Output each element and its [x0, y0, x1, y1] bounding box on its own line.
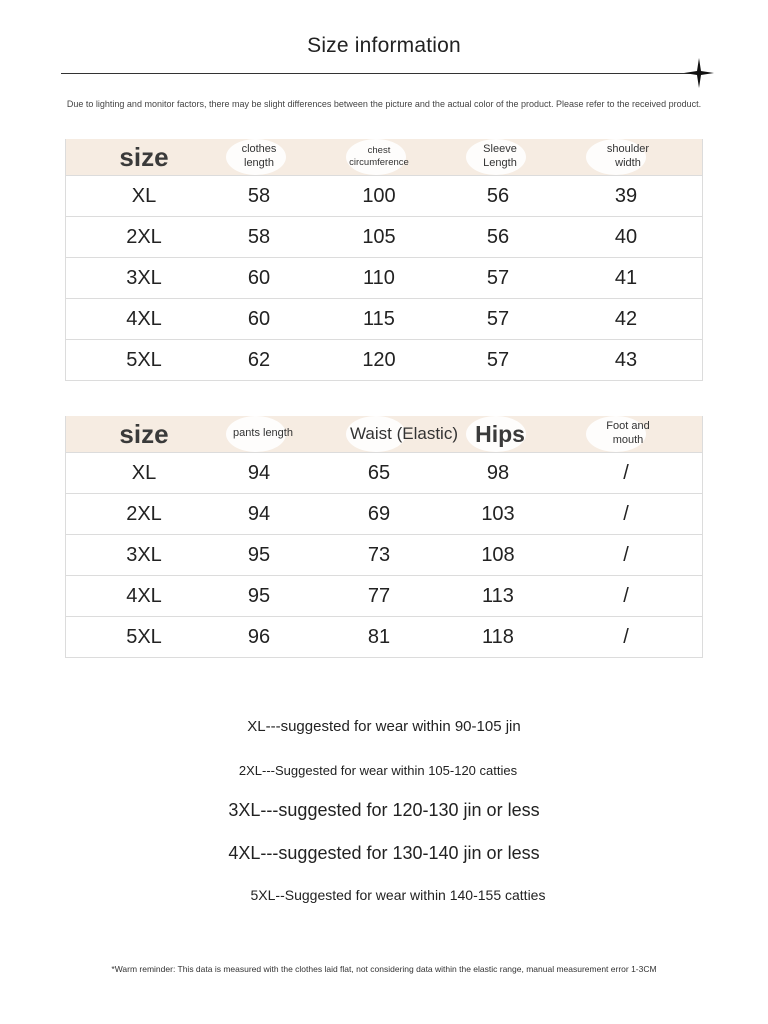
table-cell: 81 — [367, 625, 391, 648]
table-row — [66, 175, 702, 216]
table-cell: 108 — [481, 543, 515, 566]
color-disclaimer: Due to lighting and monitor factors, there may be slight differences between the picture and the actual color of the product. Please refer to the received product. — [66, 99, 702, 109]
table-row — [66, 493, 702, 534]
suggestion-4xl: 4XL---suggested for 130-140 jin or less — [228, 843, 540, 863]
table-cell: 42 — [614, 307, 638, 330]
table-cell: 94 — [247, 502, 271, 525]
table-cell: / — [623, 502, 629, 525]
size-cell: 5XL — [126, 625, 162, 648]
size-cell: 2XL — [126, 502, 162, 525]
table-cell: 58 — [247, 225, 271, 248]
table-cell: / — [623, 584, 629, 607]
table-cell: 60 — [247, 307, 271, 330]
table-row — [66, 257, 702, 298]
size-cell: 5XL — [126, 348, 162, 371]
pants-table-header — [66, 416, 702, 452]
table-cell: 95 — [247, 543, 271, 566]
table-cell: 94 — [247, 461, 271, 484]
table-row — [66, 298, 702, 339]
tops-size-table — [65, 139, 703, 381]
size-cell: 2XL — [126, 225, 162, 248]
table-cell: 103 — [481, 502, 515, 525]
table-cell: 56 — [486, 184, 510, 207]
table-row — [66, 575, 702, 616]
suggestion-5xl: 5XL--Suggested for wear within 140-155 catties — [250, 887, 546, 903]
header-hips: Hips — [475, 420, 525, 447]
suggestion-2xl: 2XL---Suggested for wear within 105-120 catties — [238, 763, 518, 778]
table-cell: 58 — [247, 184, 271, 207]
header-pants-length: pants length — [233, 427, 293, 440]
table-cell: 57 — [486, 266, 510, 289]
size-cell: XL — [131, 184, 157, 207]
size-cell: 3XL — [126, 266, 162, 289]
header-shoulder-width: shoulder width — [606, 143, 650, 169]
table-cell: 105 — [362, 225, 396, 248]
table-cell: 57 — [486, 348, 510, 371]
header-sleeve-length: Sleeve Length — [483, 143, 517, 169]
table-cell: 65 — [367, 461, 391, 484]
table-cell: 39 — [614, 184, 638, 207]
table-cell: 73 — [367, 543, 391, 566]
table-cell: 115 — [363, 307, 395, 330]
table-cell: 120 — [362, 348, 396, 371]
table-row — [66, 616, 702, 657]
suggestion-xl: XL---suggested for wear within 90-105 jin — [247, 718, 521, 735]
table-cell: 110 — [363, 266, 395, 289]
table-cell: 98 — [486, 461, 510, 484]
header-chest-circumference: chest circumference — [349, 145, 409, 168]
size-cell: 3XL — [126, 543, 162, 566]
size-cell: 4XL — [126, 584, 162, 607]
table-cell: 56 — [486, 225, 510, 248]
table-cell: 118 — [482, 625, 514, 648]
suggestion-3xl: 3XL---suggested for 120-130 jin or less — [228, 800, 540, 820]
table-cell: 113 — [482, 584, 514, 607]
table-row — [66, 534, 702, 575]
table-cell: 40 — [614, 225, 638, 248]
table-cell: 100 — [362, 184, 396, 207]
header-foot-mouth: Foot and mouth — [606, 420, 650, 446]
header-size: size — [119, 141, 169, 172]
header-clothes-length: clothes length — [241, 143, 277, 169]
table-cell: 96 — [247, 625, 271, 648]
table-cell: 41 — [614, 266, 638, 289]
table-cell: / — [623, 461, 629, 484]
table-cell: 95 — [247, 584, 271, 607]
table-row — [66, 216, 702, 257]
table-cell: / — [623, 543, 629, 566]
table-cell: 69 — [367, 502, 391, 525]
header-size: size — [119, 418, 169, 449]
table-cell: / — [623, 625, 629, 648]
size-cell: 4XL — [126, 307, 162, 330]
page-title: Size information — [307, 34, 461, 57]
size-cell: XL — [131, 461, 157, 484]
header-waist: Waist (Elastic) — [350, 424, 458, 444]
title-divider — [61, 73, 695, 74]
table-cell: 60 — [247, 266, 271, 289]
table-cell: 77 — [367, 584, 391, 607]
sparkle-icon — [684, 58, 714, 88]
tops-table-header — [66, 139, 702, 175]
table-cell: 43 — [614, 348, 638, 371]
table-cell: 62 — [247, 348, 271, 371]
table-cell: 57 — [486, 307, 510, 330]
warm-reminder: *Warm reminder: This data is measured with the clothes laid flat, not considering data within the elastic range, manual measurement error 1-3CM — [111, 964, 657, 974]
table-row — [66, 339, 702, 380]
pants-size-table — [65, 416, 703, 658]
table-row — [66, 452, 702, 493]
